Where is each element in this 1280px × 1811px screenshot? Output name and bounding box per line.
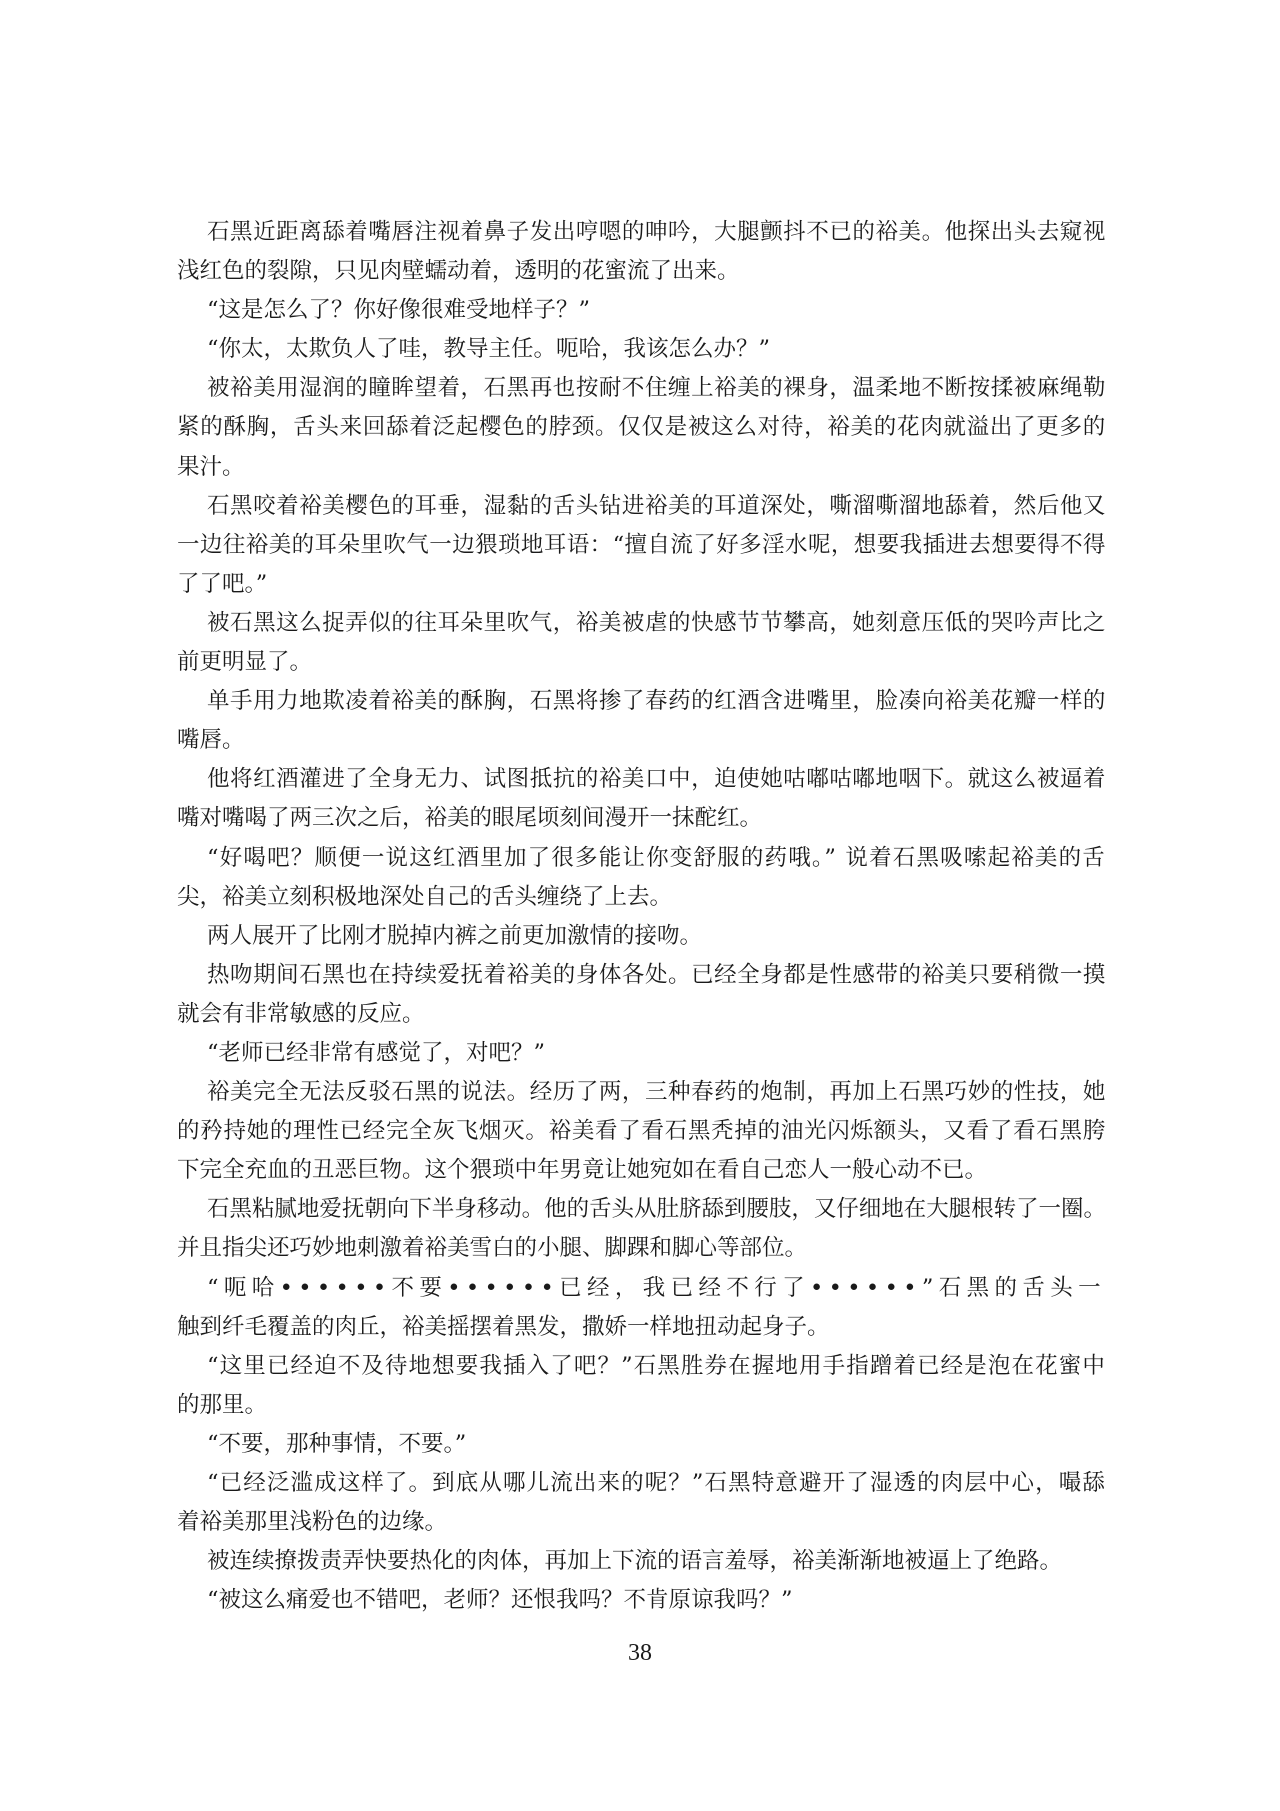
paragraph <box>177 604 1106 682</box>
text-line-content: “被这么痛爱也不错吧，老师？还恨我吗？不肯原谅我吗？” <box>207 1587 793 1614</box>
paragraph <box>177 839 1106 917</box>
text-line-content: 的矜持她的理性已经完全灰飞烟灭。裕美看了看石黑秃掉的油光闪烁额头，又看了看石黑胯 <box>177 1118 1106 1145</box>
paragraph <box>177 1542 1106 1581</box>
text-line-content: 并且指尖还巧妙地刺激着裕美雪白的小腿、脚踝和脚心等部位。 <box>177 1235 808 1262</box>
text-line <box>177 917 1106 956</box>
text-line-content: 着裕美那里浅粉色的边缘。 <box>177 1509 448 1536</box>
paragraph <box>177 369 1106 486</box>
text-line <box>177 760 1106 799</box>
text-line-content: 嘴对嘴喝了两三次之后，裕美的眼尾顷刻间漫开一抹酡红。 <box>177 805 763 832</box>
text-line <box>177 1464 1106 1503</box>
text-line <box>177 1190 1106 1229</box>
text-line <box>177 1425 1106 1464</box>
text-line-content: 前更明显了。 <box>177 649 313 676</box>
text-line <box>177 1503 1106 1542</box>
text-line-content: “好喝吧？顺便一说这红酒里加了很多能让你变舒服的药哦。” 说着石黑吸嗦起裕美的舌 <box>207 844 1106 871</box>
text-line-content: 浅红色的裂隙，只见肉壁蠕动着，透明的花蜜流了出来。 <box>177 258 740 285</box>
text-line <box>177 604 1106 643</box>
text-line-content: 石黑咬着裕美樱色的耳垂，湿黏的舌头钻进裕美的耳道深处，嘶溜嘶溜地舔着，然后他又 <box>207 492 1106 519</box>
text-line-content: 了了吧。” <box>177 570 268 597</box>
text-line <box>177 369 1106 408</box>
text-line-content: 一边往裕美的耳朵里吹气一边猥琐地耳语：“擅自流了好多淫水呢，想要我插进去想要得不得 <box>177 531 1106 558</box>
text-line-content: 下完全充血的丑恶巨物。这个猥琐中年男竟让她宛如在看自己恋人一般心动不已。 <box>177 1157 988 1184</box>
paragraph <box>177 1464 1106 1542</box>
text-line <box>177 721 1106 760</box>
paragraph <box>177 1190 1106 1268</box>
paragraph <box>177 330 1106 369</box>
text-line <box>177 1347 1106 1386</box>
paragraph <box>177 917 1106 956</box>
text-line <box>177 291 1106 330</box>
paragraph <box>177 1073 1106 1190</box>
text-line <box>177 1073 1106 1112</box>
text-line <box>177 1151 1106 1190</box>
paragraph <box>177 1034 1106 1073</box>
text-line-content: 石黑粘腻地爱抚朝向下半身移动。他的舌头从肚脐舔到腰肢，又仔细地在大腿根转了一圈。 <box>207 1196 1106 1223</box>
text-line <box>177 252 1106 291</box>
text-line <box>177 682 1106 721</box>
text-line-content: 被连续撩拨责弄快要热化的肉体，再加上下流的语言羞辱，裕美渐渐地被逼上了绝路。 <box>207 1548 1063 1575</box>
text-line-content: 他将红酒灌进了全身无力、试图抵抗的裕美口中，迫使她咕嘟咕嘟地咽下。就这么被逼着 <box>207 766 1106 793</box>
text-line <box>177 408 1106 447</box>
page-number: 38 <box>628 1640 652 1666</box>
text-line <box>177 1034 1106 1073</box>
text-line <box>177 956 1106 995</box>
text-line <box>177 1386 1106 1425</box>
paragraph <box>177 213 1106 291</box>
text-line-content: 就会有非常敏感的反应。 <box>177 1000 425 1027</box>
paragraph <box>177 682 1106 760</box>
text-line <box>177 448 1106 487</box>
text-line <box>177 1581 1106 1620</box>
text-line-content: “已经泛滥成这样了。到底从哪儿流出来的呢？”石黑特意避开了湿透的肉层中心，嘬舔 <box>207 1470 1106 1496</box>
text-line-content: 被裕美用湿润的瞳眸望着，石黑再也按耐不住缠上裕美的裸身，温柔地不断按揉被麻绳勒 <box>207 375 1106 402</box>
text-line <box>177 526 1106 565</box>
text-line-content: “你太，太欺负人了哇，教导主任。呃哈，我该怎么办？” <box>207 336 771 363</box>
paragraph <box>177 956 1106 1034</box>
text-line <box>177 565 1106 604</box>
text-line-content: “老师已经非常有感觉了，对吧？” <box>207 1039 546 1066</box>
text-line-content: “呃哈••••••不要••••••已经，我已经不行了••••••”石黑的舌头一 <box>207 1274 1106 1301</box>
text-line <box>177 1542 1106 1581</box>
text-line-content: 热吻期间石黑也在持续爱抚着裕美的身体各处。已经全身都是性感带的裕美只要稍微一摸 <box>207 961 1106 988</box>
text-line-content: 被石黑这么捉弄似的往耳朵里吹气，裕美被虐的快感节节攀高，她刻意压低的哭吟声比之 <box>207 609 1106 636</box>
text-line-content: 果汁。 <box>177 453 245 480</box>
paragraph <box>177 487 1106 604</box>
text-line <box>177 643 1106 682</box>
text-line-content: 的那里。 <box>177 1391 268 1418</box>
text-line <box>177 1308 1106 1347</box>
text-line <box>177 1112 1106 1151</box>
text-line <box>177 330 1106 369</box>
paragraph <box>177 1269 1106 1347</box>
paragraph <box>177 291 1106 330</box>
body-text <box>177 213 1106 1620</box>
text-line <box>177 1269 1106 1308</box>
text-line-content: “不要，那种事情，不要。” <box>207 1430 467 1457</box>
text-line <box>177 839 1106 878</box>
text-line-content: “这里已经迫不及待地想要我插入了吧？”石黑胜券在握地用手指蹭着已经是泡在花蜜中 <box>207 1352 1106 1379</box>
text-line <box>177 1229 1106 1268</box>
text-line-content: 尖，裕美立刻积极地深处自己的舌头缠绕了上去。 <box>177 883 673 910</box>
text-line-content: 石黑近距离舔着嘴唇注视着鼻子发出哼嗯的呻吟，大腿颤抖不已的裕美。他探出头去窥视 <box>207 219 1106 245</box>
text-line <box>177 878 1106 917</box>
text-line <box>177 487 1106 526</box>
text-line-content: 两人展开了比刚才脱掉内裤之前更加激情的接吻。 <box>207 922 703 949</box>
text-line <box>177 213 1106 252</box>
text-line-content: 触到纤毛覆盖的肉丘，裕美摇摆着黑发，撒娇一样地扭动起身子。 <box>177 1313 830 1340</box>
text-line-content: 紧的酥胸，舌头来回舔着泛起樱色的脖颈。仅仅是被这么对待，裕美的花肉就溢出了更多的 <box>177 414 1106 441</box>
paragraph <box>177 1581 1106 1620</box>
paragraph <box>177 1425 1106 1464</box>
text-line-content: 嘴唇。 <box>177 727 245 754</box>
text-line <box>177 995 1106 1034</box>
text-line-content: “这是怎么了？你好像很难受地样子？” <box>207 297 591 324</box>
text-line-content: 裕美完全无法反驳石黑的说法。经历了两，三种春药的炮制，再加上石黑巧妙的性技，她 <box>207 1079 1106 1106</box>
text-line <box>177 799 1106 838</box>
paragraph <box>177 1347 1106 1425</box>
paragraph <box>177 760 1106 838</box>
text-line-content: 单手用力地欺凌着裕美的酥胸，石黑将掺了春药的红酒含进嘴里，脸凑向裕美花瓣一样的 <box>207 688 1106 715</box>
